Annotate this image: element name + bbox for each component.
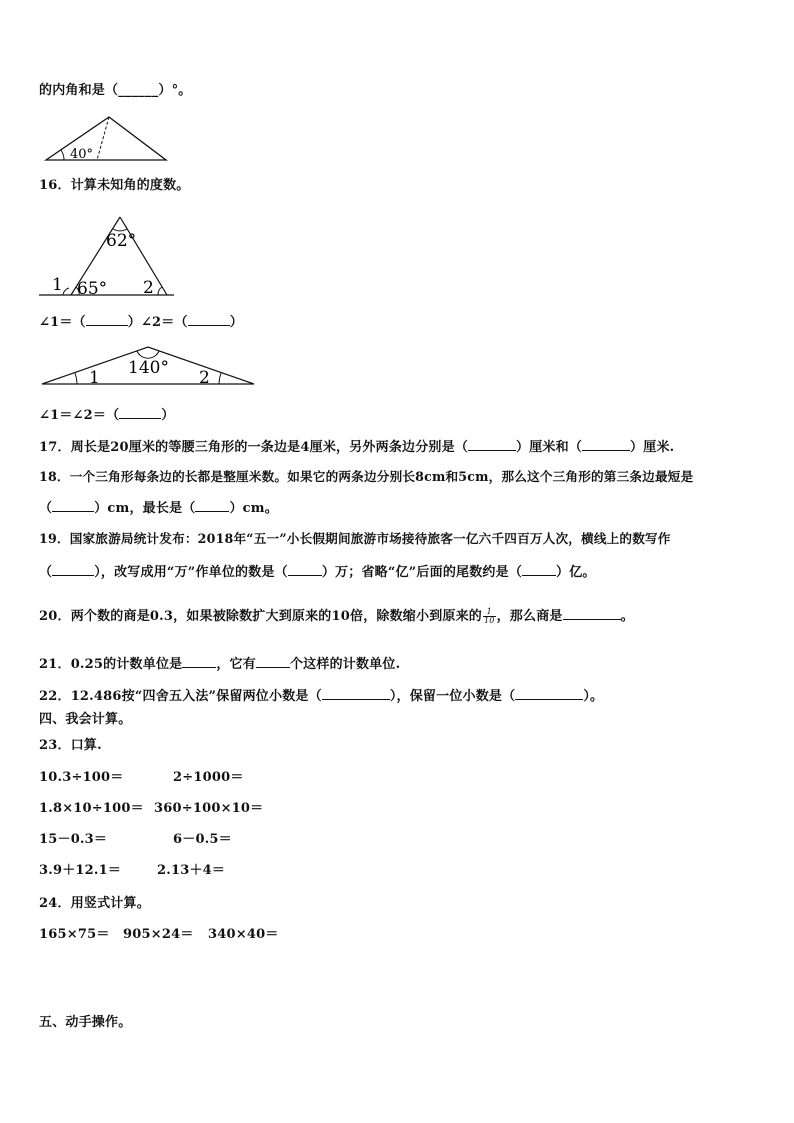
section-5-heading: 五、动手操作。 xyxy=(39,1015,132,1030)
angle-label-1: 1 xyxy=(52,275,63,295)
vertical-calc-item: 165×75＝ xyxy=(39,927,110,942)
answer-blank[interactable] xyxy=(52,499,94,512)
q17-text: 17．周长是20厘米的等腰三角形的一条边是4厘米，另外两条边分别是（ ）厘米和（ ）厘米. xyxy=(39,440,675,455)
answer-blank[interactable] xyxy=(195,499,229,512)
calc-item: 6－0.5＝ xyxy=(173,832,232,847)
answer-blank[interactable] xyxy=(119,406,161,419)
answer-blank[interactable] xyxy=(582,438,630,451)
calc-item: 2÷1000＝ xyxy=(173,770,244,785)
angle-label-140: 140° xyxy=(128,358,169,378)
vertical-calc-item: 905×24＝ xyxy=(123,927,194,942)
answer-blank[interactable] xyxy=(188,313,230,326)
calc-item: 10.3÷100＝ xyxy=(39,770,124,785)
q21-text: 21．0.25的计数单位是 ，它有 个这样的计数单位. xyxy=(39,657,401,672)
q19-text-line-1: 19．国家旅游局统计发布：2018年“五一”小长假期间旅游市场接待旅客一亿六千四百万人次，横线上的数写作 xyxy=(39,531,671,546)
q23-text: 23．口算. xyxy=(39,738,102,753)
angle-label-2: 2 xyxy=(199,368,210,388)
angle-label-1: 1 xyxy=(89,368,100,388)
answer-blank[interactable] xyxy=(52,563,94,576)
triangle-figure-140 xyxy=(39,340,259,394)
fraction-one-tenth: $\frac{1}{10}$ xyxy=(484,607,495,625)
angle-label-2: 2 xyxy=(143,278,154,298)
calc-item: 3.9＋12.1＝ xyxy=(39,863,122,878)
q19-text-line-2: （ ），改写成用“万”作单位的数是（ ）万；省略“亿”后面的尾数约是（ ）亿。 xyxy=(39,565,596,580)
vertical-calc-item: 340×40＝ xyxy=(208,927,279,942)
answer-blank[interactable] xyxy=(468,438,516,451)
angle-label-40: 40° xyxy=(70,147,94,162)
angle-label-65: 65° xyxy=(77,279,108,299)
answer-blank[interactable] xyxy=(256,655,290,668)
answer-blank[interactable] xyxy=(182,655,216,668)
answer-blank[interactable] xyxy=(86,313,128,326)
q18-text-line-2: （ ）cm，最长是（ ）cm。 xyxy=(39,501,278,516)
triangle-figure-40 xyxy=(39,114,174,168)
answer-blank[interactable] xyxy=(515,687,583,700)
section-4-heading: 四、我会计算。 xyxy=(39,712,132,727)
q20-text: 20．两个数的商是0.3，如果被除数扩大到原来的10倍，除数缩小到原来的 $\frac{1}{10}$ ，那么商是 。 xyxy=(39,607,634,625)
answer-blank[interactable] xyxy=(288,563,322,576)
q16-text: 16．计算未知角的度数。 xyxy=(39,178,190,193)
answer-blank[interactable] xyxy=(322,687,390,700)
calc-item: 2.13＋4＝ xyxy=(157,863,226,878)
q16-answer-line-1: ∠1＝（ ）∠2＝（ ） xyxy=(39,315,243,330)
angle-label-62: 62° xyxy=(106,231,137,251)
answer-blank[interactable] xyxy=(522,563,556,576)
q22-text: 22．12.486按“四舍五入法”保留两位小数是（ ），保留一位小数是（ ）。 xyxy=(39,689,604,704)
q24-text: 24．用竖式计算。 xyxy=(39,896,150,911)
calc-item: 15－0.3＝ xyxy=(39,832,108,847)
q16-answer-line-2: ∠1＝∠2＝（ ） xyxy=(39,408,175,423)
q18-text-line-1: 18．一个三角形每条边的长都是整厘米数。如果它的两条边分别长8cm和5cm，那么这个三角形的第三条边最短是 xyxy=(39,469,694,484)
answer-blank[interactable] xyxy=(563,607,621,620)
calc-item: 1.8×10÷100＝ xyxy=(39,801,144,816)
q15-tail-text: 的内角和是（______）°。 xyxy=(39,83,192,98)
calc-item: 360÷100×10＝ xyxy=(154,801,264,816)
triangle-figure-62-65 xyxy=(39,212,179,306)
